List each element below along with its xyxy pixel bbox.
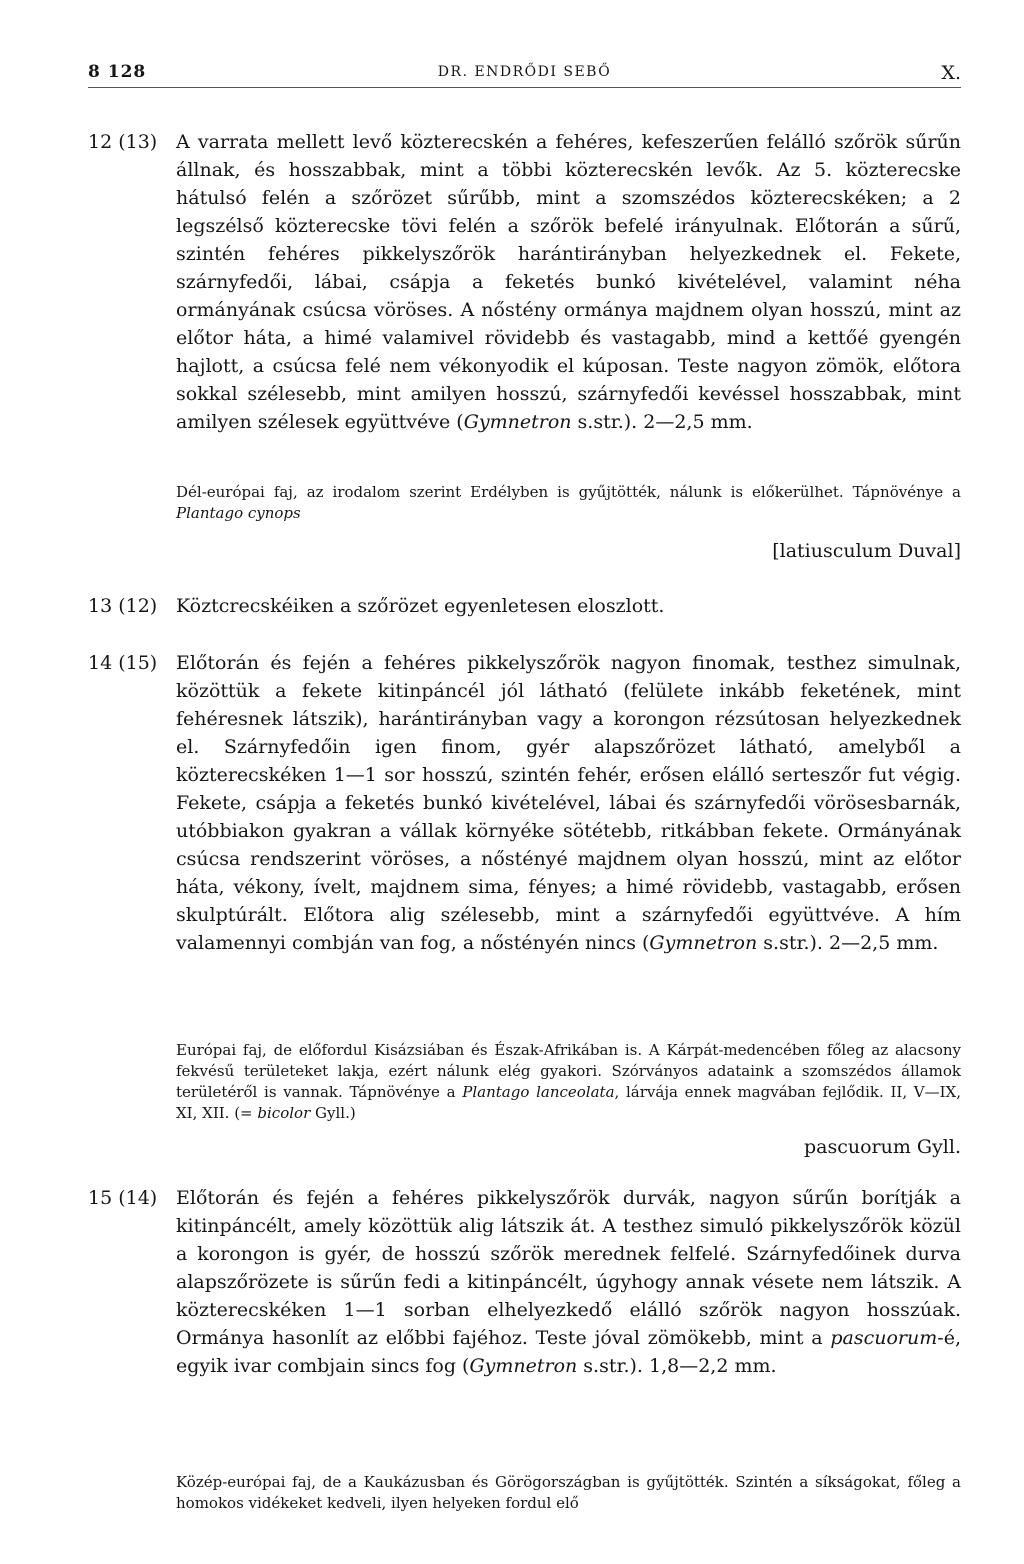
couplet-text: Előtorán és fején a fehéres pikkelyszőrök durvák, nagyon sűrűn borítják a kitinpáncélt, amely közöttük alig látszik át. A testhez simuló pikkelyszőrök közül a korongon is gyér, de hosszú szőrök merednek felfelé. Szárnyfedőinek durva alapszőrözete is sűrűn fedi a kitinpáncélt, úgyhogy annak vésete nem látszik. A közterecskéken 1—1 sorban elhelyezkedő elálló szőrök nagyon hosszúak. Ormánya hasonlít az előbbi fajéhoz. Teste jóval zömökebb, mint a pascuorum-é, egyik ivar combjain sincs fog (Gymnetron s.str.). 1,8—2,2 mm. <box>176 1187 961 1377</box>
distribution-note: Közép-európai faj, de a Kaukázusban és Görögországban is gyűjtötték. Szintén a síkságokat, főleg a homokos vidékeket kedveli, ilyen helyeken fordul elő <box>176 1473 961 1512</box>
couplet-text: Köztcrecskéiken a szőrözet egyenletesen eloszlott. <box>176 595 665 617</box>
synonym: bicolor <box>257 1104 311 1122</box>
couplet-number: 12 (13) <box>88 131 158 153</box>
couplet-number: 13 (12) <box>88 595 158 617</box>
key-entry-13 <box>88 592 961 620</box>
couplet-text: Előtorán és fején a fehéres pikkelyszőrök nagyon finomak, testhez simulnak, közöttük a fekete kitinpáncél jól látható (felülete inkább feketének, mint fehéresnek látszik), harántirányban vagy a korongon rézsútosan helyezkednek el. Szárnyfedőin igen finom, gyér alapszőrözet látható, amelyből a közterecskéken 1—1 sor hosszú, szintén fehér, erősen elálló serteszőr fut végig. Fekete, csápja a feketés bunkó kivételével, lábai és szárnyfedői vörösesbarnák, utóbbiakon gyakran a vállak környéke sötétebb, ritkábban fekete. Ormányának csúcsa rendszerint vöröses, a nőstényé majdnem olyan hosszú, mint az előtor háta, vékony, ívelt, majdnem sima, fényes; a himé rövidebb, vastagabb, erősen skulptúrált. Előtora alig szélesebb, mint a szárnyfedői együttvéve. A hím valamennyi combján van fog, a nőstényén nincs (Gymnetron s.str.). 2—2,5 mm. <box>176 652 961 954</box>
couplet-text: A varrata mellett levő közterecskén a fehéres, kefeszerűen felálló szőrök sűrűn állnak, és hosszabbak, mint a többi közterecskén levők. Az 5. közterecske hátulsó felén a szőrözet sűrűbb, mint a szomszédos közterecskéken; a 2 legszélső közterecske tövi felén a szőrök befelé irányulnak. Előtorán a sűrű, szintén fehéres pikkelyszőrök harántirányban helyezkednek el. Fekete, szárnyfedői, lábai, csápja a feketés bunkó kivételével, valamint néha ormányának csúcsa vöröses. A nőstény ormánya majdnem olyan hosszú, mint az előtor háta, a himé valamivel rövidebb és vastagabb, mind a kettőé gyengén hajlott, a csúcsa felé nem vékonyodik el kúposan. Teste nagyon zömök, előtora sokkal szélesebb, mint amilyen hosszú, szárnyfedői kevéssel hosszabbak, mint amilyen szélesek együttvéve (Gymnetron s.str.). 2—2,5 mm. <box>176 131 961 433</box>
key-entry-12 <box>88 128 961 436</box>
key-entry-15 <box>88 1184 961 1380</box>
distribution-note: Dél-európai faj, az irodalom szerint Erdélyben is gyűjtötték, nálunk is előkerülhet. Tápnövénye a Plantago cynops <box>176 483 961 522</box>
running-author: DR. ENDRŐDI SEBŐ <box>437 64 612 80</box>
key-entry-14 <box>88 649 961 957</box>
host-plant: Plantago lanceolata <box>462 1083 615 1101</box>
distribution-note: Európai faj, de előfordul Kisázsiában és Észak-Afrikában is. A Kárpát-medencében főleg az alacsony fekvésű területeket lakja, ezért nálunk elég gyakori. Szórványos adataink a szomszédos államok területéről is vannak. Tápnövénye a Plantago lanceolata, lárvája ennek magvában fejlődik. II, V—IX, XI, XII. (= bicolor Gyll.) <box>176 1041 961 1122</box>
genus-name: Gymnetron <box>463 411 572 433</box>
species-name: [latiusculum Duval] <box>772 540 961 562</box>
couplet-number: 15 (14) <box>88 1187 158 1209</box>
species-name: pascuorum Gyll. <box>803 1136 961 1158</box>
page-number: 8 128 <box>88 62 147 82</box>
couplet-number: 14 (15) <box>88 652 158 674</box>
running-header <box>88 58 961 90</box>
volume-number: X. <box>941 62 961 84</box>
species-reference: pascuorum <box>830 1327 938 1349</box>
header-rule <box>88 87 961 88</box>
genus-name: Gymnetron <box>469 1355 578 1377</box>
genus-name: Gymnetron <box>649 932 758 954</box>
host-plant: Plantago cynops <box>176 504 301 522</box>
